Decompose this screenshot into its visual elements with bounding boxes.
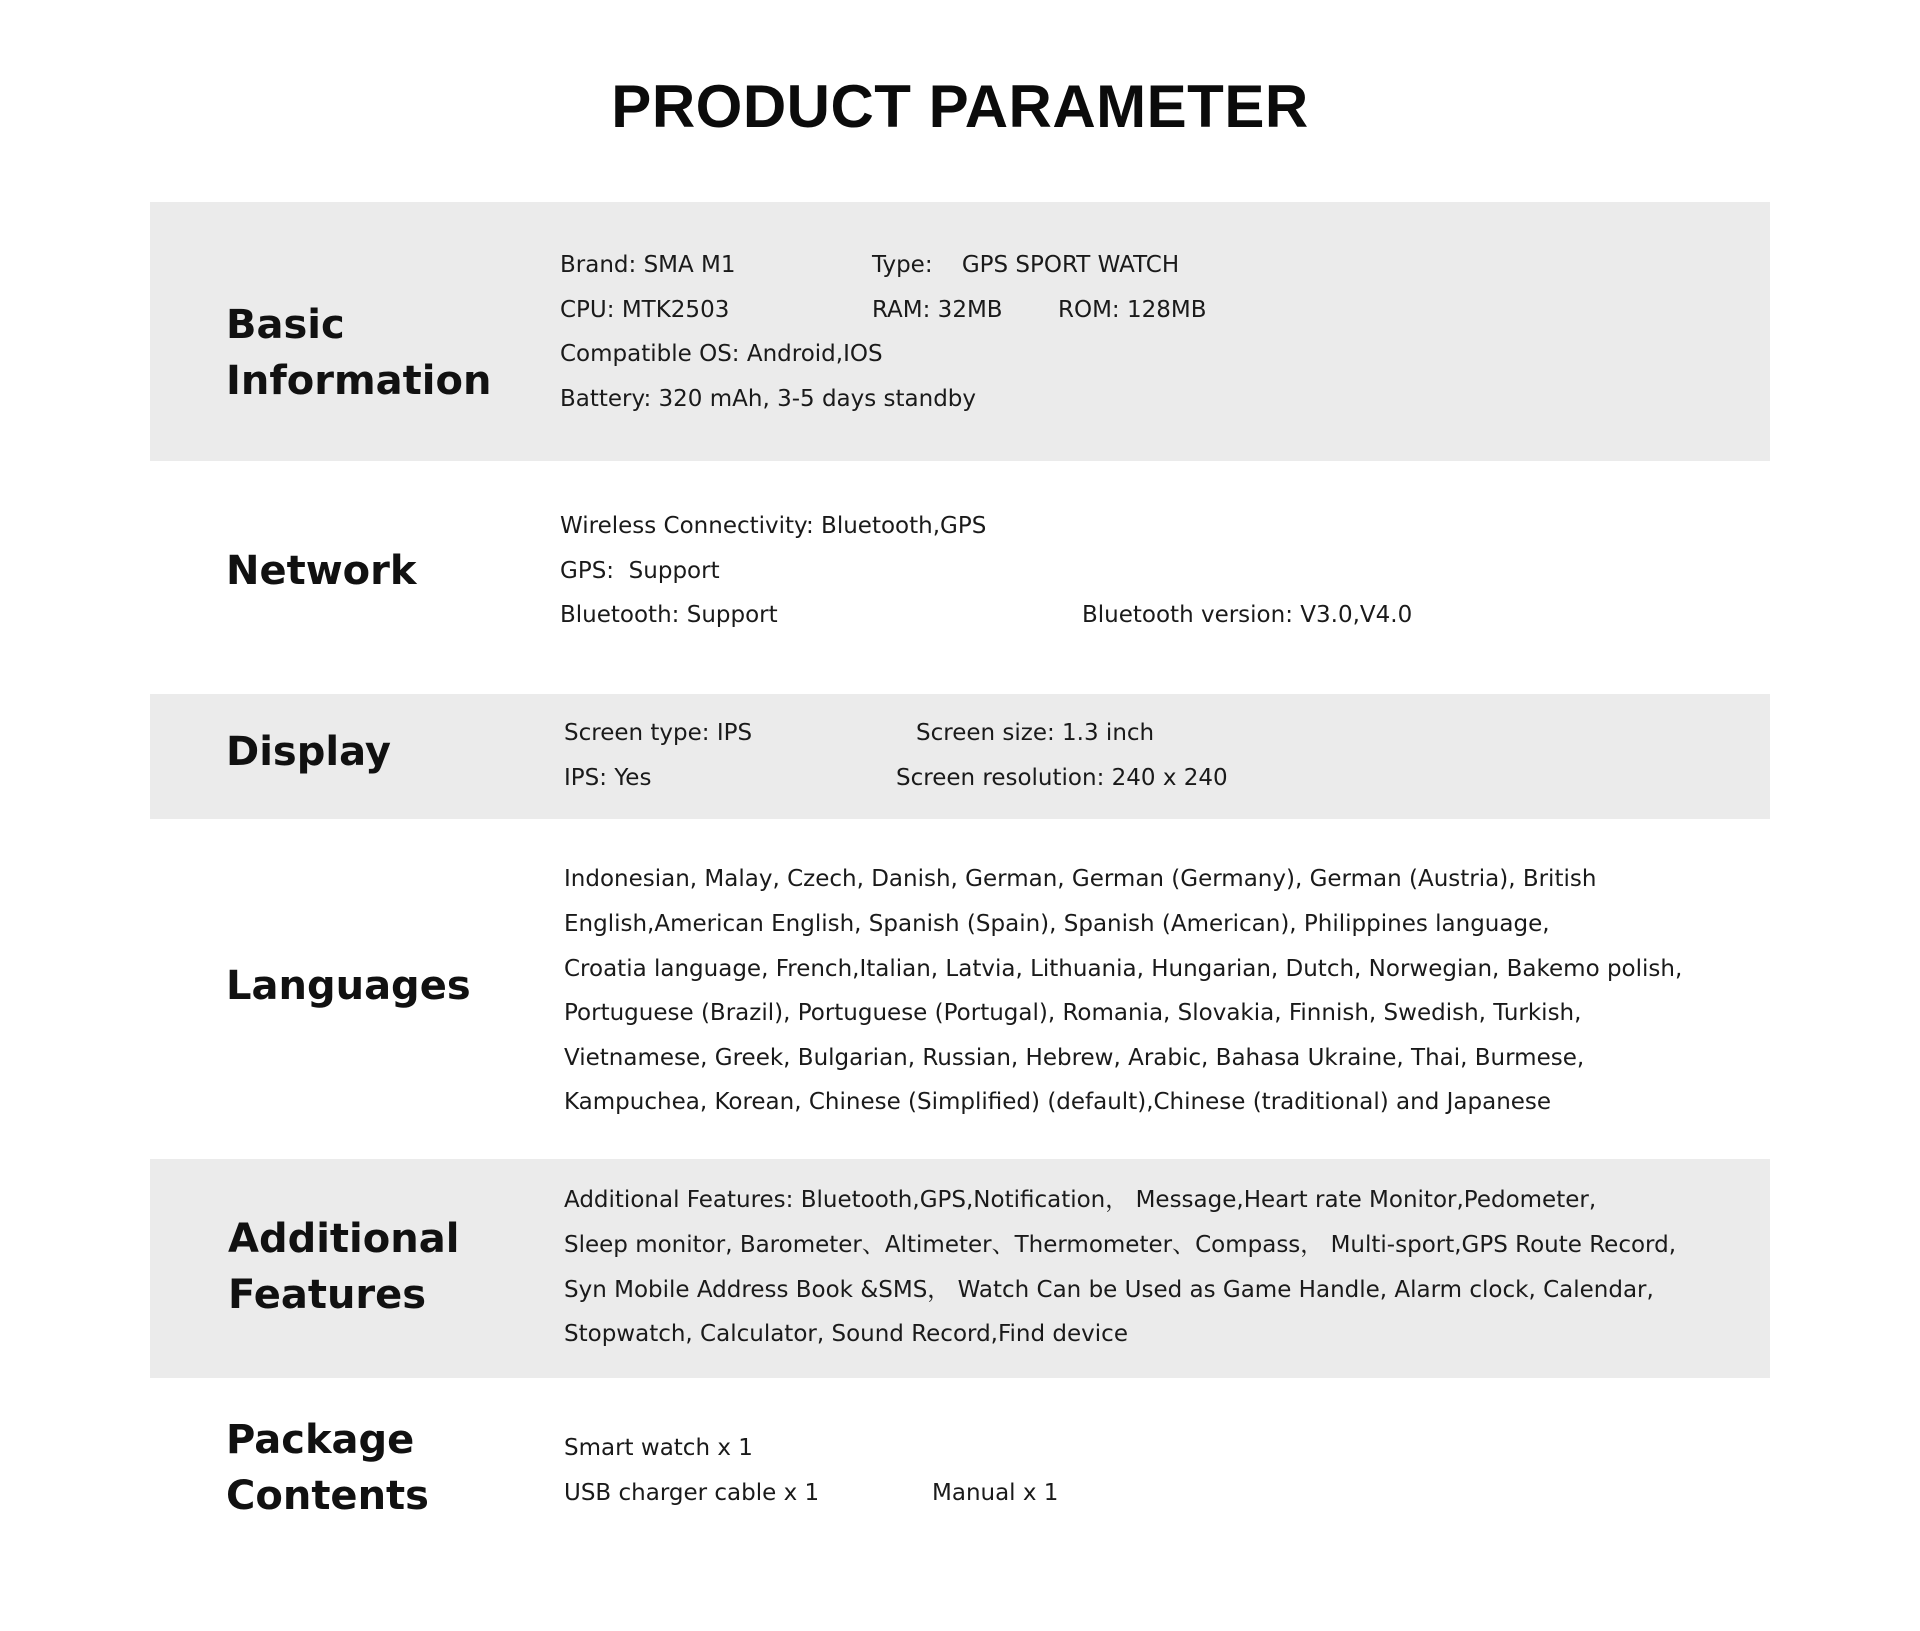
label-line: Contents: [226, 1473, 429, 1519]
languages-line: Indonesian, Malay, Czech, Danish, German, German (Germany), German (Austria), British: [564, 866, 1597, 892]
screen-type-value: Screen type: IPS: [564, 720, 753, 746]
features-line: Stopwatch, Calculator, Sound Record,Find device: [564, 1321, 1128, 1347]
section-label: Network: [226, 548, 417, 594]
bluetooth-version-value: Bluetooth version: V3.0,V4.0: [1082, 602, 1413, 628]
section-package-contents: [150, 1378, 1770, 1548]
screen-resolution-value: Screen resolution: 240 x 240: [896, 765, 1228, 791]
cpu-value: CPU: MTK2503: [560, 297, 730, 323]
screen-size-value: Screen size: 1.3 inch: [916, 720, 1155, 746]
label-line: Information: [226, 358, 492, 404]
section-basic-information: [150, 202, 1770, 461]
battery-value: Battery: 320 mAh, 3-5 days standby: [560, 386, 977, 412]
section-label: [228, 1211, 459, 1323]
label-line: Package: [226, 1417, 415, 1463]
brand-value: Brand: SMA M1: [560, 252, 736, 278]
package-manual: Manual x 1: [932, 1480, 1059, 1506]
wireless-value: Wireless Connectivity: Bluetooth,GPS: [560, 513, 987, 539]
section-label: [226, 297, 491, 409]
ips-value: IPS: Yes: [564, 765, 652, 791]
section-label: [226, 1412, 429, 1524]
features-line: Sleep monitor, Barometer、Altimeter、Thermometer、Compass， Multi-sport,GPS Route Record,: [564, 1232, 1677, 1258]
label-line: Basic: [226, 302, 345, 348]
section-label: Languages: [226, 963, 471, 1009]
type-value: Type: GPS SPORT WATCH: [872, 252, 1180, 278]
rom-value: ROM: 128MB: [1058, 297, 1207, 323]
section-label: Display: [226, 729, 391, 775]
package-cable: USB charger cable x 1: [564, 1480, 820, 1506]
section-display: [150, 694, 1770, 819]
section-additional-features: [150, 1159, 1770, 1378]
languages-line: Vietnamese, Greek, Bulgarian, Russian, Hebrew, Arabic, Bahasa Ukraine, Thai, Burmese,: [564, 1045, 1585, 1071]
label-line: Features: [228, 1272, 427, 1318]
label-line: Additional: [228, 1216, 460, 1262]
section-network: [150, 461, 1770, 694]
section-languages: [150, 819, 1770, 1159]
languages-line: English,American English, Spanish (Spain), Spanish (American), Philippines language,: [564, 911, 1550, 937]
features-line: Syn Mobile Address Book &SMS， Watch Can be Used as Game Handle, Alarm clock, Calendar,: [564, 1277, 1654, 1303]
package-watch: Smart watch x 1: [564, 1435, 753, 1461]
gps-value: GPS: Support: [560, 558, 720, 584]
languages-line: Portuguese (Brazil), Portuguese (Portugal), Romania, Slovakia, Finnish, Swedish, Turkish,: [564, 1000, 1582, 1026]
os-value: Compatible OS: Android,IOS: [560, 341, 883, 367]
page-title: PRODUCT PARAMETER: [611, 73, 1309, 140]
features-line: Additional Features: Bluetooth,GPS,Notification， Message,Heart rate Monitor,Pedometer,: [564, 1187, 1597, 1213]
languages-line: Kampuchea, Korean, Chinese (Simplified) (default),Chinese (traditional) and Japanese: [564, 1089, 1552, 1115]
ram-value: RAM: 32MB: [872, 297, 1003, 323]
bluetooth-value: Bluetooth: Support: [560, 602, 778, 628]
languages-line: Croatia language, French,Italian, Latvia, Lithuania, Hungarian, Dutch, Norwegian, Bakemo polish,: [564, 956, 1683, 982]
